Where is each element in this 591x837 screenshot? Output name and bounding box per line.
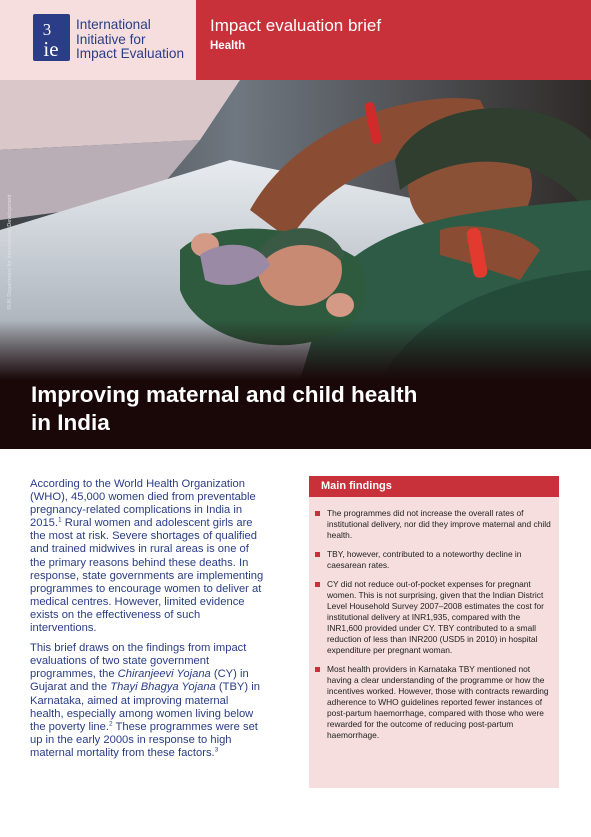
svg-text:ie: ie: [43, 37, 59, 61]
org-name: [76, 18, 196, 62]
bullet-square-icon: [315, 667, 320, 672]
org-name-line-2: Initiative for: [76, 31, 146, 47]
bullet-square-icon: [315, 582, 320, 587]
footnote-ref[interactable]: 1: [58, 516, 62, 524]
programme-name-tby: Thayi Bhagya Yojana: [110, 681, 216, 694]
3ie-logo: [33, 14, 70, 61]
svg-text:3: 3: [42, 20, 52, 39]
org-name-line-1: International: [76, 17, 151, 32]
brief-sector: Health: [210, 40, 246, 52]
brief-type: Impact evaluation brief: [210, 16, 382, 35]
photo-credit: ©UK Department for International Development: [7, 194, 13, 310]
footnote-ref[interactable]: 3: [214, 746, 219, 754]
intro-text: [30, 478, 265, 767]
bullet-square-icon: [315, 552, 320, 557]
finding-item: Most health providers in Karnataka TBY mentioned not having a clear understanding of the programme or how the incentives worked. However, those with contracts rewarding adherence to WHO guidelines reported fewer instances of post-partum haemorrhage, compared with those who were rewarded for the outcome of reducing post-partum haemorrhage.: [315, 664, 551, 741]
title-line-1: Improving maternal and child health: [31, 382, 418, 407]
page-title: [31, 381, 551, 437]
main-findings-box: [309, 476, 559, 788]
org-name-line-3: Impact Evaluation: [76, 46, 185, 61]
intro-paragraph-2: This brief draws on the findings from impact evaluations of two state government programmes, the Chiranjeevi Yojana (CY) in Gujarat and the Thayi Bhagya Yojana (TBY) in Karnataka, aimed at improving maternal health, especially among women living below the poverty line.$^2$ These programmes were set up in the early 2000s in response to high maternal mortality from these factors.$^3$: [30, 642, 260, 759]
cover-photo: [0, 80, 591, 380]
header-title-panel: [196, 0, 591, 80]
intro-paragraph-1: According to the World Health Organization (WHO), 45,000 women died from preventable pregnancy-related complications in India in 2015.$^1$ Rural women and adolescent girls are the most at risk. Severe shortages of qualified and trained midwives in rural areas is one of the primary reasons behind these deaths. In response, state governments are implementing programmes to encourage women to deliver at medical centres. However, limited evidence exists on the effectiveness of such interventions.: [30, 478, 264, 635]
title-line-2: in India: [31, 410, 110, 435]
footnote-ref[interactable]: 2: [108, 719, 113, 727]
findings-list: [309, 497, 559, 741]
finding-item: CY did not reduce out-of-pocket expenses for pregnant women. This is not surprising, given that the Indian District Level Household Survey 2007–2008 estimates the cost for institutional delivery at INR1,935, compared with the INR1,600 provided under CY. TBY contributed to a small reduction of less than INR200 (USD5 in 2010) in hospital expenditure per pregnant woman.: [315, 579, 551, 656]
finding-item: The programmes did not increase the overall rates of institutional delivery, nor did they improve maternal and child health.: [315, 508, 551, 541]
programme-name-cy: Chiranjeevi Yojana: [117, 668, 211, 681]
main-findings-heading: Main findings: [309, 476, 559, 497]
bullet-square-icon: [315, 511, 320, 516]
finding-item: TBY, however, contributed to a noteworthy decline in caesarean rates.: [315, 549, 551, 571]
header-brand-panel: [0, 0, 196, 80]
